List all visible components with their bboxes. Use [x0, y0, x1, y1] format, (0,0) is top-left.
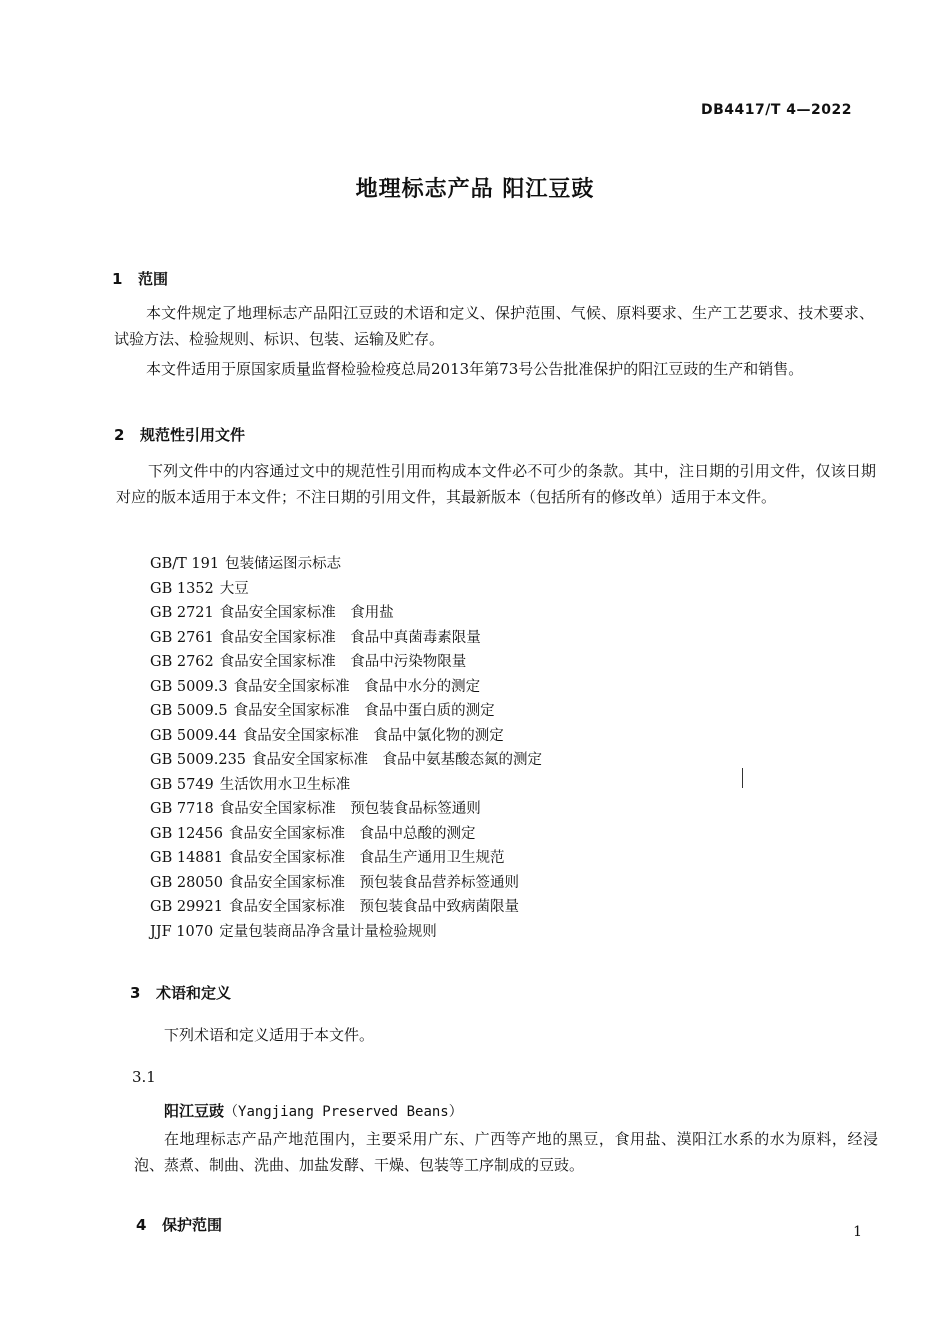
section-3-title: 术语和定义 — [156, 984, 232, 1002]
section-3-heading — [130, 982, 231, 1003]
reference-item: GB 12456 食品安全国家标准 食品中总酸的测定 — [150, 825, 476, 842]
reference-item: GB 7718 食品安全国家标准 预包装食品标签通则 — [150, 801, 481, 817]
reference-item: GB 28050 食品安全国家标准 预包装食品营养标签通则 — [150, 874, 519, 891]
term-number: 3.1 — [132, 1068, 156, 1086]
reference-item: GB 5009.235 食品安全国家标准 食品中氨基酸态氮的测定 — [150, 752, 543, 768]
term-name — [164, 1100, 463, 1121]
reference-item: GB 1352 大豆 — [150, 580, 249, 597]
section-4-number: 4 — [136, 1216, 147, 1234]
reference-item: GB 5009.44 食品安全国家标准 食品中氯化物的测定 — [150, 727, 504, 744]
reference-item: GB 5009.5 食品安全国家标准 食品中蛋白质的测定 — [150, 703, 495, 719]
section-4-title: 保护范围 — [162, 1216, 223, 1234]
reference-item: GB 2761 食品安全国家标准 食品中真菌毒素限量 — [150, 629, 481, 646]
section-2-intro: 下列文件中的内容通过文中的规范性引用而构成本文件必不可少的条款。其中，注日期的引用文件，仅该日期对应的版本适用于本文件；不注日期的引用文件，其最新版本（包括所有的修改单）适用于本文件。 — [116, 462, 876, 506]
reference-item: GB 2762 食品安全国家标准 食品中污染物限量 — [150, 654, 467, 670]
reference-item: GB 14881 食品安全国家标准 食品生产通用卫生规范 — [150, 850, 505, 866]
section-3-intro: 下列术语和定义适用于本文件。 — [164, 1026, 375, 1044]
document-code: DB4417/T 4—2022 — [701, 102, 852, 118]
term-name-chinese: 阳江豆豉 — [164, 1102, 225, 1120]
reference-item: GB/T 191 包装储运图示标志 — [150, 556, 342, 572]
reference-item: JJF 1070 定量包装商品净含量计量检验规则 — [150, 923, 437, 940]
reference-item: GB 29921 食品安全国家标准 预包装食品中致病菌限量 — [150, 899, 519, 915]
section-2-title: 规范性引用文件 — [140, 426, 246, 444]
section-2-heading — [114, 424, 245, 445]
scan-artifact-mark — [742, 768, 743, 788]
section-1-title: 范围 — [138, 270, 169, 288]
page-number: 1 — [853, 1224, 862, 1240]
reference-item: GB 5009.3 食品安全国家标准 食品中水分的测定 — [150, 678, 481, 695]
section-1-paragraph-1: 本文件规定了地理标志产品阳江豆豉的术语和定义、保护范围、气候、原料要求、生产工艺要求、技术要求、试验方法、检验规则、标识、包装、运输及贮存。 — [114, 304, 874, 348]
section-2-number: 2 — [114, 426, 125, 444]
normative-reference-list — [150, 552, 542, 944]
section-3-number: 3 — [130, 984, 141, 1002]
section-1-number: 1 — [112, 270, 123, 288]
section-1-paragraph-2: 本文件适用于原国家质量监督检验检疫总局2013年第73号公告批准保护的阳江豆豉的生产和销售。 — [146, 360, 804, 378]
reference-item: GB 2721 食品安全国家标准 食用盐 — [150, 605, 394, 621]
section-1-heading — [112, 268, 168, 289]
term-name-english: （Yangjiang Preserved Beans） — [224, 1104, 463, 1120]
section-4-heading — [136, 1214, 222, 1235]
document-title: 地理标志产品 阳江豆豉 — [355, 177, 595, 202]
term-definition: 在地理标志产品产地范围内，主要采用广东、广西等产地的黑豆，食用盐、漠阳江水系的水为原料，经浸泡、蒸煮、制曲、洗曲、加盐发酵、干燥、包装等工序制成的豆豉。 — [134, 1130, 878, 1174]
reference-item: GB 5749 生活饮用水卫生标准 — [150, 776, 351, 793]
